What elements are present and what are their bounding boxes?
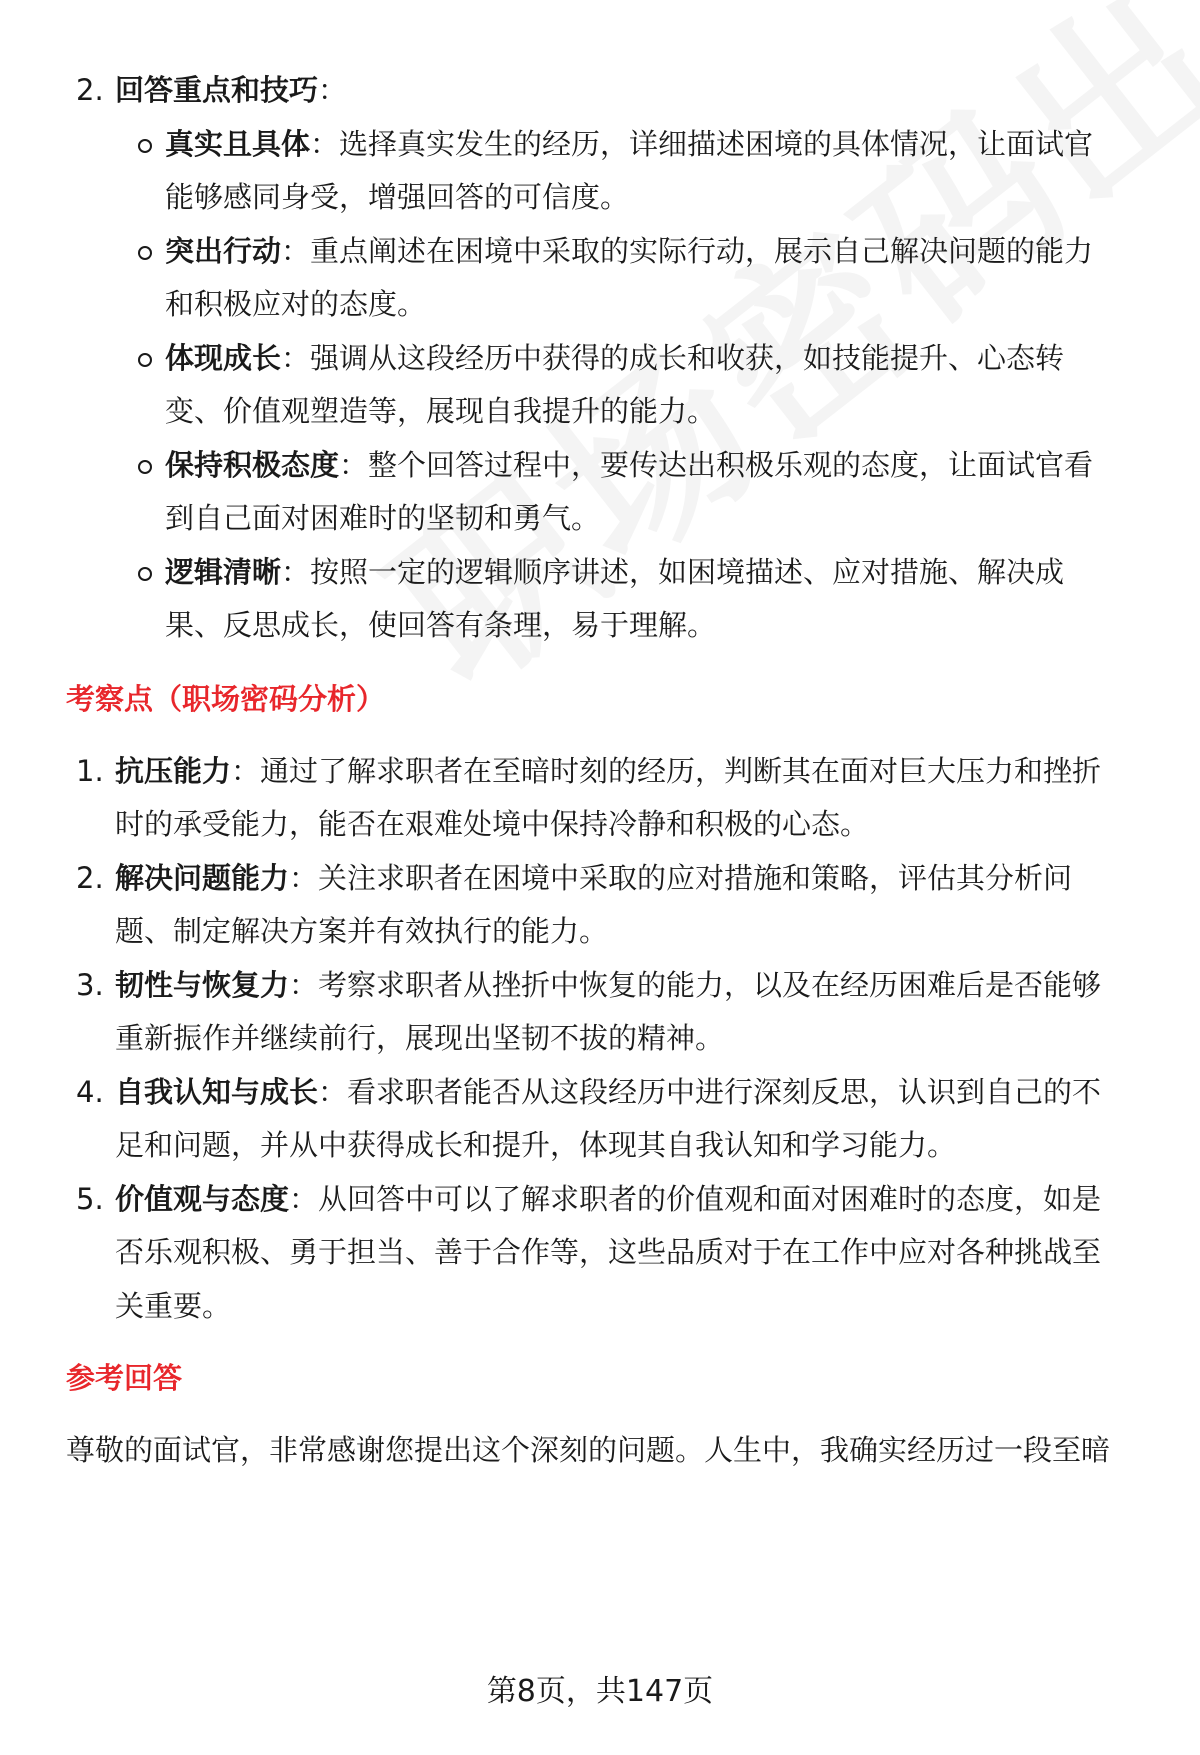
section-heading-analysis: 考察点（职场密码分析）	[66, 682, 386, 716]
tip-text: ：重点阐述在困境中采取的实际行动，展示自己解决问题的能力	[281, 234, 1094, 268]
item-text-cont: 题、制定解决方案并有效执行的能力。	[115, 914, 609, 948]
list-item-line	[165, 445, 1093, 485]
tip-text: ：强调从这段经历中获得的成长和收获，如技能提升、心态转	[281, 341, 1065, 375]
list-number: 2.	[76, 73, 104, 107]
item-label: 韧性与恢复力	[115, 968, 290, 1002]
tips-title-line	[115, 70, 347, 110]
item-label: 自我认知与成长	[115, 1075, 319, 1109]
item-text-cont: 足和问题，并从中获得成长和提升，体现其自我认知和学习能力。	[115, 1128, 957, 1162]
list-item-line	[115, 1072, 1101, 1112]
tip-label: 保持积极态度	[165, 448, 340, 482]
list-number: 1.	[76, 754, 104, 788]
item-text: ：看求职者能否从这段经历中进行深刻反思，认识到自己的不	[318, 1075, 1102, 1109]
item-text: ：考察求职者从挫折中恢复的能力，以及在经历困难后是否能够	[289, 968, 1102, 1002]
tip-text: ：整个回答过程中，要传达出积极乐观的态度，让面试官看	[339, 448, 1094, 482]
item-text: ：通过了解求职者在至暗时刻的经历，判断其在面对巨大压力和挫折	[231, 754, 1102, 788]
tip-text-cont: 变、价值观塑造等，展现自我提升的能力。	[165, 394, 717, 428]
tips-title: 回答重点和技巧	[115, 73, 319, 107]
list-item-line	[165, 552, 1064, 592]
tip-label: 突出行动	[165, 234, 282, 268]
list-item-line	[165, 338, 1064, 378]
tip-text: ：选择真实发生的经历，详细描述困境的具体情况，让面试官	[310, 127, 1094, 161]
list-item-line	[115, 751, 1101, 791]
tip-text-cont: 能够感同身受，增强回答的可信度。	[165, 180, 630, 214]
bullet-circle-icon	[138, 246, 152, 260]
tip-label: 真实且具体	[165, 127, 311, 161]
item-text-cont: 否乐观积极、勇于担当、善于合作等，这些品质对于在工作中应对各种挑战至	[115, 1235, 1102, 1269]
list-number: 2.	[76, 861, 104, 895]
tip-text-cont: 果、反思成长，使回答有条理，易于理解。	[165, 608, 717, 642]
item-text-cont: 重新振作并继续前行，展现出坚韧不拔的精神。	[115, 1021, 725, 1055]
list-number: 3.	[76, 968, 104, 1002]
list-item-line	[115, 858, 1072, 898]
item-text-cont: 时的承受能力，能否在艰难处境中保持冷静和积极的心态。	[115, 807, 870, 841]
item-text-cont: 关重要。	[115, 1289, 232, 1323]
list-item-line	[115, 965, 1101, 1005]
item-label: 解决问题能力	[115, 861, 290, 895]
item-text: ：从回答中可以了解求职者的价值观和面对困难时的态度，如是	[289, 1182, 1102, 1216]
tips-title-colon: ：	[318, 73, 348, 107]
list-number: 4.	[76, 1075, 104, 1109]
reference-paragraph: 尊敬的面试官，非常感谢您提出这个深刻的问题。人生中，我确实经历过一段至暗	[66, 1433, 1111, 1467]
bullet-circle-icon	[138, 460, 152, 474]
list-number: 5.	[76, 1182, 104, 1216]
list-item-line	[165, 124, 1093, 164]
bullet-circle-icon	[138, 353, 152, 367]
item-text: ：关注求职者在困境中采取的应对措施和策略，评估其分析问	[289, 861, 1073, 895]
bullet-circle-icon	[138, 139, 152, 153]
item-label: 抗压能力	[115, 754, 232, 788]
section-heading-reference: 参考回答	[66, 1361, 183, 1395]
tip-text-cont: 和积极应对的态度。	[165, 287, 427, 321]
tip-text-cont: 到自己面对困难时的坚韧和勇气。	[165, 501, 601, 535]
tip-label: 体现成长	[165, 341, 282, 375]
list-item-line	[165, 231, 1093, 271]
tip-text: ：按照一定的逻辑顺序讲述，如困境描述、应对措施、解决成	[281, 555, 1065, 589]
page-footer: 第8页，共147页	[486, 1674, 714, 1709]
item-label: 价值观与态度	[115, 1182, 290, 1216]
list-item-line	[115, 1179, 1101, 1219]
tip-label: 逻辑清晰	[165, 555, 282, 589]
bullet-circle-icon	[138, 567, 152, 581]
